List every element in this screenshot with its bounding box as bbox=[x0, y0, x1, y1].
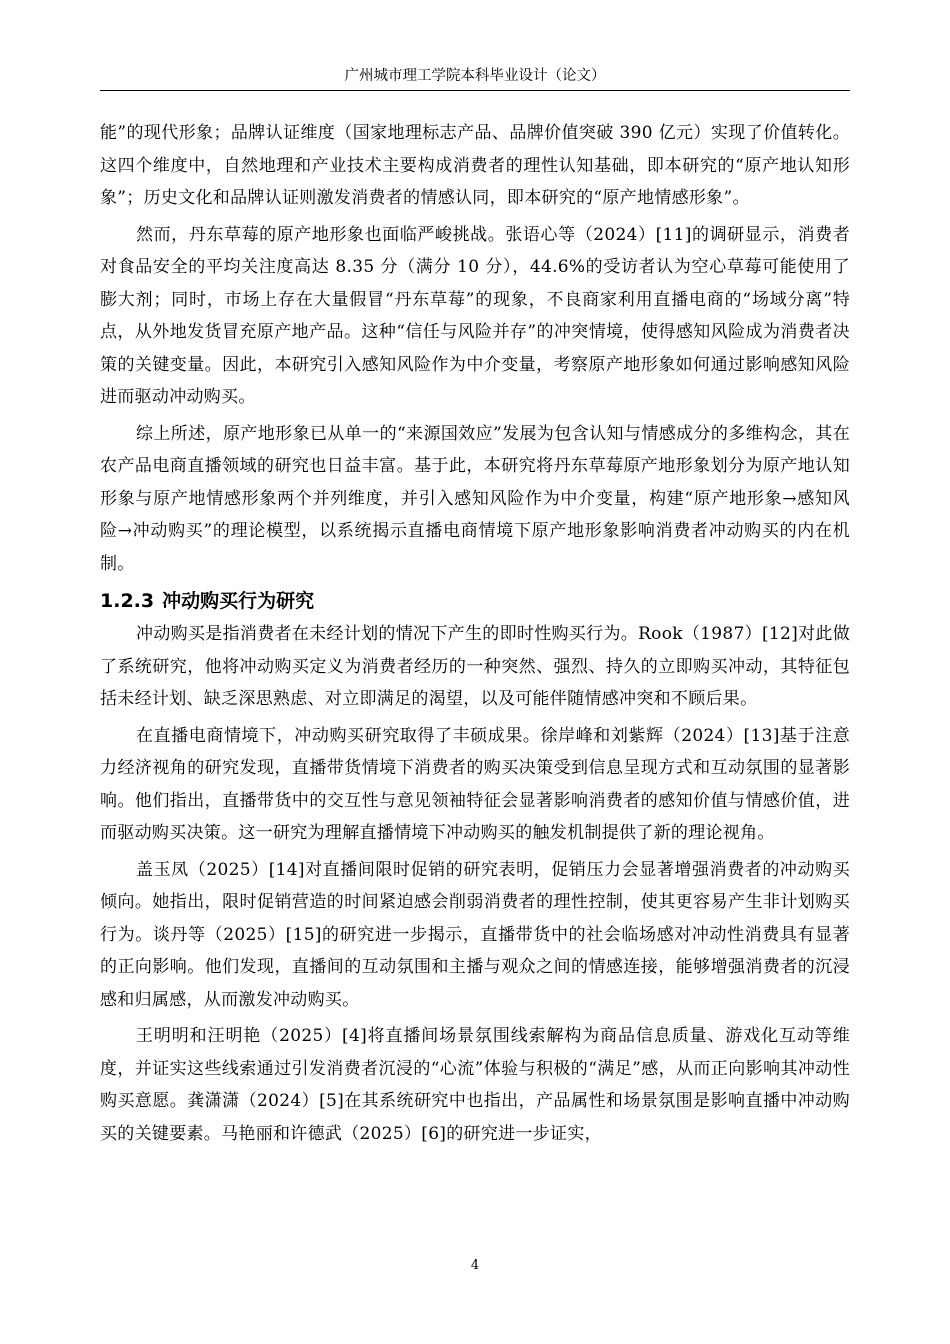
header-title: 广州城市理工学院本科毕业设计（论文） bbox=[344, 68, 606, 84]
section-heading bbox=[100, 584, 850, 618]
section-title: 冲动购买行为研究 bbox=[162, 590, 315, 612]
paragraph-1: 能”的现代形象；品牌认证维度（国家地理标志产品、品牌价值突破 390 亿元）实现了价值转化。这四个维度中，自然地理和产业技术主要构成消费者的理性认知基础，即本研究的“原产地认知形象”；历史文化和品牌认证则激发消费者的情感认同，即本研究的“原产地情感形象”。 bbox=[100, 123, 850, 208]
section-number: 1.2.3 bbox=[100, 590, 155, 612]
page-number: 4 bbox=[470, 1258, 480, 1273]
paragraph-6: 盖玉凤（2025）[14]对直播间限时促销的研究表明，促销压力会显著增强消费者的冲动购买倾向。她指出，限时促销营造的时间紧迫感会削弱消费者的理性控制，使其更容易产生非计划购买行为。谈丹等（2025）[15]的研究进一步揭示，直播带货中的社会临场感对冲动性消费具有显著的正向影响。他们发现，直播间的互动氛围和主播与观众之间的情感连接，能够增强消费者的沉浸感和归属感，从而激发冲动购买。 bbox=[100, 859, 850, 1010]
page-footer bbox=[0, 1258, 950, 1273]
paragraph-2: 然而，丹东草莓的原产地形象也面临严峻挑战。张语心等（2024）[11]的调研显示，消费者对食品安全的平均关注度高达 8.35 分（满分 10 分），44.6%的受访者认为空心草莓可能使用了膨大剂；同时，市场上存在大量假冒“丹东草莓”的现象，不良商家利用直播电商的“场域分离”特点，从外地发货冒充原产地产品。这种“信任与风险并存”的冲突情境，使得感知风险成为消费者决策的关键变量。因此，本研究引入感知风险作为中介变量，考察原产地形象如何通过影响感知风险进而驱动冲动购买。 bbox=[100, 224, 850, 407]
paragraph-3: 综上所述，原产地形象已从单一的“来源国效应”发展为包含认知与情感成分的多维构念，其在农产品电商直播领域的研究也日益丰富。基于此，本研究将丹东草莓原产地形象划分为原产地认知形象与原产地情感形象两个并列维度，并引入感知风险作为中介变量，构建“原产地形象→感知风险→冲动购买”的理论模型，以系统揭示直播电商情境下原产地形象影响消费者冲动购买的内在机制。 bbox=[100, 423, 850, 574]
page-body bbox=[100, 117, 850, 1154]
paragraph-7: 王明明和汪明艳（2025）[4]将直播间场景氛围线索解构为商品信息质量、游戏化互动等维度，并证实这些线索通过引发消费者沉浸的“心流”体验与积极的“满足”感，从而正向影响其冲动性购买意愿。龚潇潇（2024）[5]在其系统研究中也指出，产品属性和场景氛围是影响直播中冲动购买的关键要素。马艳丽和许德武（2025）[6]的研究进一步证实， bbox=[100, 1026, 850, 1144]
page-header bbox=[100, 62, 850, 91]
paragraph-5: 在直播电商情境下，冲动购买研究取得了丰硕成果。徐岸峰和刘紫辉（2024）[13]基于注意力经济视角的研究发现，直播带货情境下消费者的购买决策受到信息呈现方式和互动氛围的显著影响。他们指出，直播带货中的交互性与意见领袖特征会显著影响消费者的感知价值与情感价值，进而驱动购买决策。这一研究为理解直播情境下冲动购买的触发机制提供了新的理论视角。 bbox=[100, 725, 850, 843]
paragraph-4: 冲动购买是指消费者在未经计划的情况下产生的即时性购买行为。Rook（1987）[12]对此做了系统研究，他将冲动购买定义为消费者经历的一种突然、强烈、持久的立即购买冲动，其特征包括未经计划、缺乏深思熟虑、对立即满足的渴望，以及可能伴随情感冲突和不顾后果。 bbox=[100, 624, 850, 709]
